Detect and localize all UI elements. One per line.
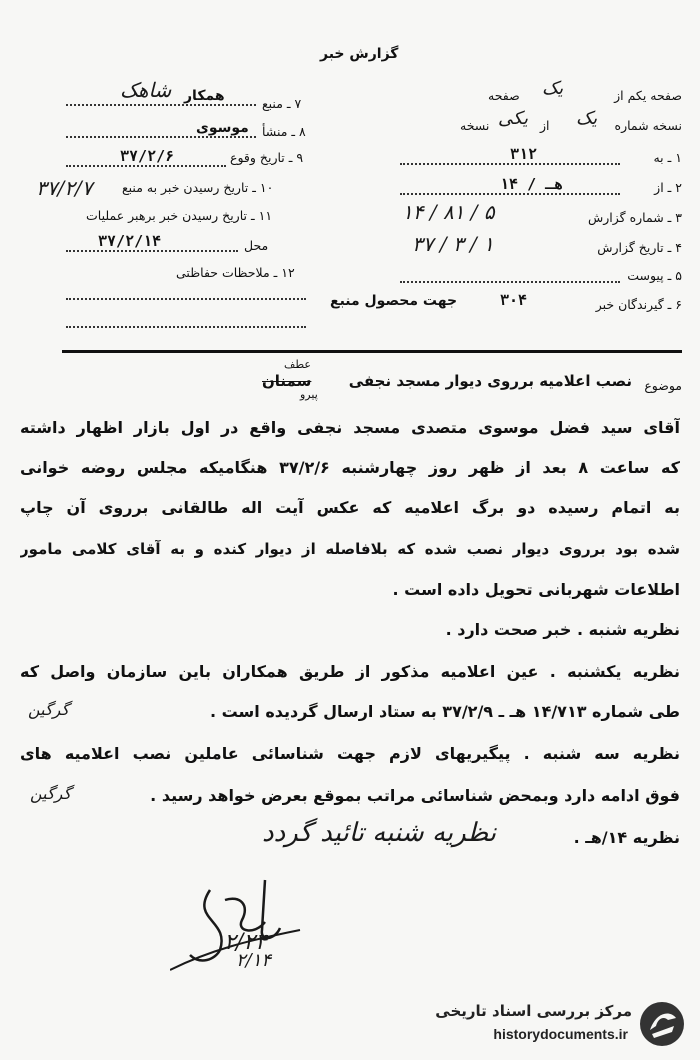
- body-line: به اتمام رسیده دو برگ اعلامیه که عکس آیت اله طالقانی برروی آن چاپ: [20, 498, 680, 517]
- page-label: صفحه یکم از: [614, 88, 682, 103]
- recipients-value: ۳۰۴: [500, 291, 528, 309]
- copy-suffix: نسخه: [460, 118, 490, 133]
- subject-label: موضوع: [644, 378, 682, 393]
- report-date-label: ۴ ـ تاریخ گزارش: [597, 240, 682, 255]
- origin-value: موسوی: [196, 120, 249, 136]
- received-ops-label: ۱۱ ـ تاریخ رسیدن خبر برهبر عملیات: [86, 208, 273, 223]
- occurrence-date-label: ۹ ـ تاریخ وقوع: [230, 150, 304, 165]
- body-line: طی شماره ۱۴/۷۱۳ هـ ـ ۳۷/۲/۹ به ستاد ارسال گردیده است .: [209, 702, 680, 721]
- subject-text: نصب اعلامیه برروی دیوار مسجد نجفی: [348, 372, 632, 390]
- security-notes-label: ۱۲ ـ ملاحظات حفاظتی: [176, 265, 295, 280]
- date-mark: ۲/۱۴: [236, 950, 272, 971]
- copy-value: یک: [576, 108, 598, 129]
- body-line: نظریه شنبه . خبر صحت دارد .: [445, 620, 680, 639]
- body-line: که ساعت ۸ بعد از ظهر روز چهارشنبه ۳۷/۲/۶ هنگامیکه مجلس روضه خوانی: [20, 458, 680, 477]
- signature-mark: ۲/۲۴: [224, 930, 267, 955]
- archive-watermark: [400, 996, 690, 1052]
- to-value: ۳۱۲: [510, 145, 538, 163]
- handwritten-note-2: گرگین: [30, 784, 72, 803]
- copy-value2: یکی: [498, 108, 528, 129]
- subject-insert-below: پیرو: [300, 388, 318, 401]
- attachment-label: ۵ ـ پیوست: [627, 268, 682, 283]
- body-line: شده بود برروی دیوار نصب شده که بلافاصله از دیوار کنده و به آقای کلامی مامور: [20, 540, 680, 558]
- recipients-label: ۶ ـ گیرندگان خبر: [595, 297, 682, 312]
- source-value: همکار: [184, 88, 225, 104]
- received-source-value: ۳۷/۲/۷: [36, 176, 93, 200]
- copy-mid: از: [540, 118, 550, 133]
- occurrence-date-value: ۳۷/۲/۶: [120, 147, 175, 165]
- body-line: اطلاعات شهربانی تحویل داده است .: [392, 580, 680, 599]
- body-line: نظریه سه شنبه . پیگیریهای لازم جهت شناسائی عاملین نصب اعلامیه های: [20, 744, 680, 763]
- copy-label: نسخه شماره: [614, 118, 682, 133]
- body-line: نظریه یکشنبه . عین اعلامیه مذکور از طریق همکاران باین سازمان واصل که: [20, 662, 680, 681]
- header-divider: [62, 350, 682, 353]
- handwritten-note-3: نظریه شنبه تائید گردد: [262, 818, 497, 848]
- report-date-value: ۳۷ / ۳ / ۱: [412, 232, 494, 256]
- archive-name: مرکز بررسی اسناد تاریخی: [435, 1002, 632, 1020]
- body-line: فوق ادامه دارد وبمحض شناسائی مراتب بموقع بعرض خواهد رسید .: [150, 786, 680, 805]
- location-value: ۳۷/۲/۱۴: [98, 232, 162, 250]
- archive-website: historydocuments.ir: [493, 1026, 628, 1042]
- subject-strikethrough: سمنان: [262, 372, 312, 390]
- source-handwritten: شاهک: [120, 78, 172, 102]
- from-value: ۱۴ / هـ: [500, 175, 564, 193]
- report-number-label: ۳ ـ شماره گزارش: [587, 210, 682, 225]
- source-label: ۷ ـ منبع: [262, 96, 302, 111]
- body-line: نظریه ۱۴/هـ .: [573, 828, 680, 847]
- page-value: یک: [542, 78, 564, 99]
- recipients-suffix: جهت محصول منبع: [330, 293, 458, 309]
- origin-label: ۸ ـ منشأ: [262, 124, 306, 139]
- from-label: ۲ ـ از: [654, 180, 682, 195]
- report-number-value: ۱۴ / ۸۱ / ۵: [402, 200, 495, 224]
- body-line: آقای سید فضل موسوی متصدی مسجد نجفی واقع در اول بازار اظهار داشته: [20, 418, 680, 437]
- to-label: ۱ ـ به: [653, 150, 682, 165]
- location-label: محل: [244, 238, 269, 253]
- report-title: گزارش خبر: [320, 46, 399, 62]
- received-source-label: ۱۰ ـ تاریخ رسیدن خبر به منبع: [122, 180, 274, 195]
- handwritten-note-1: گرگین: [28, 700, 70, 719]
- archive-logo-icon: [638, 1000, 686, 1048]
- page-suffix: صفحه: [488, 88, 520, 103]
- subject-insert-above: عطف: [284, 358, 311, 371]
